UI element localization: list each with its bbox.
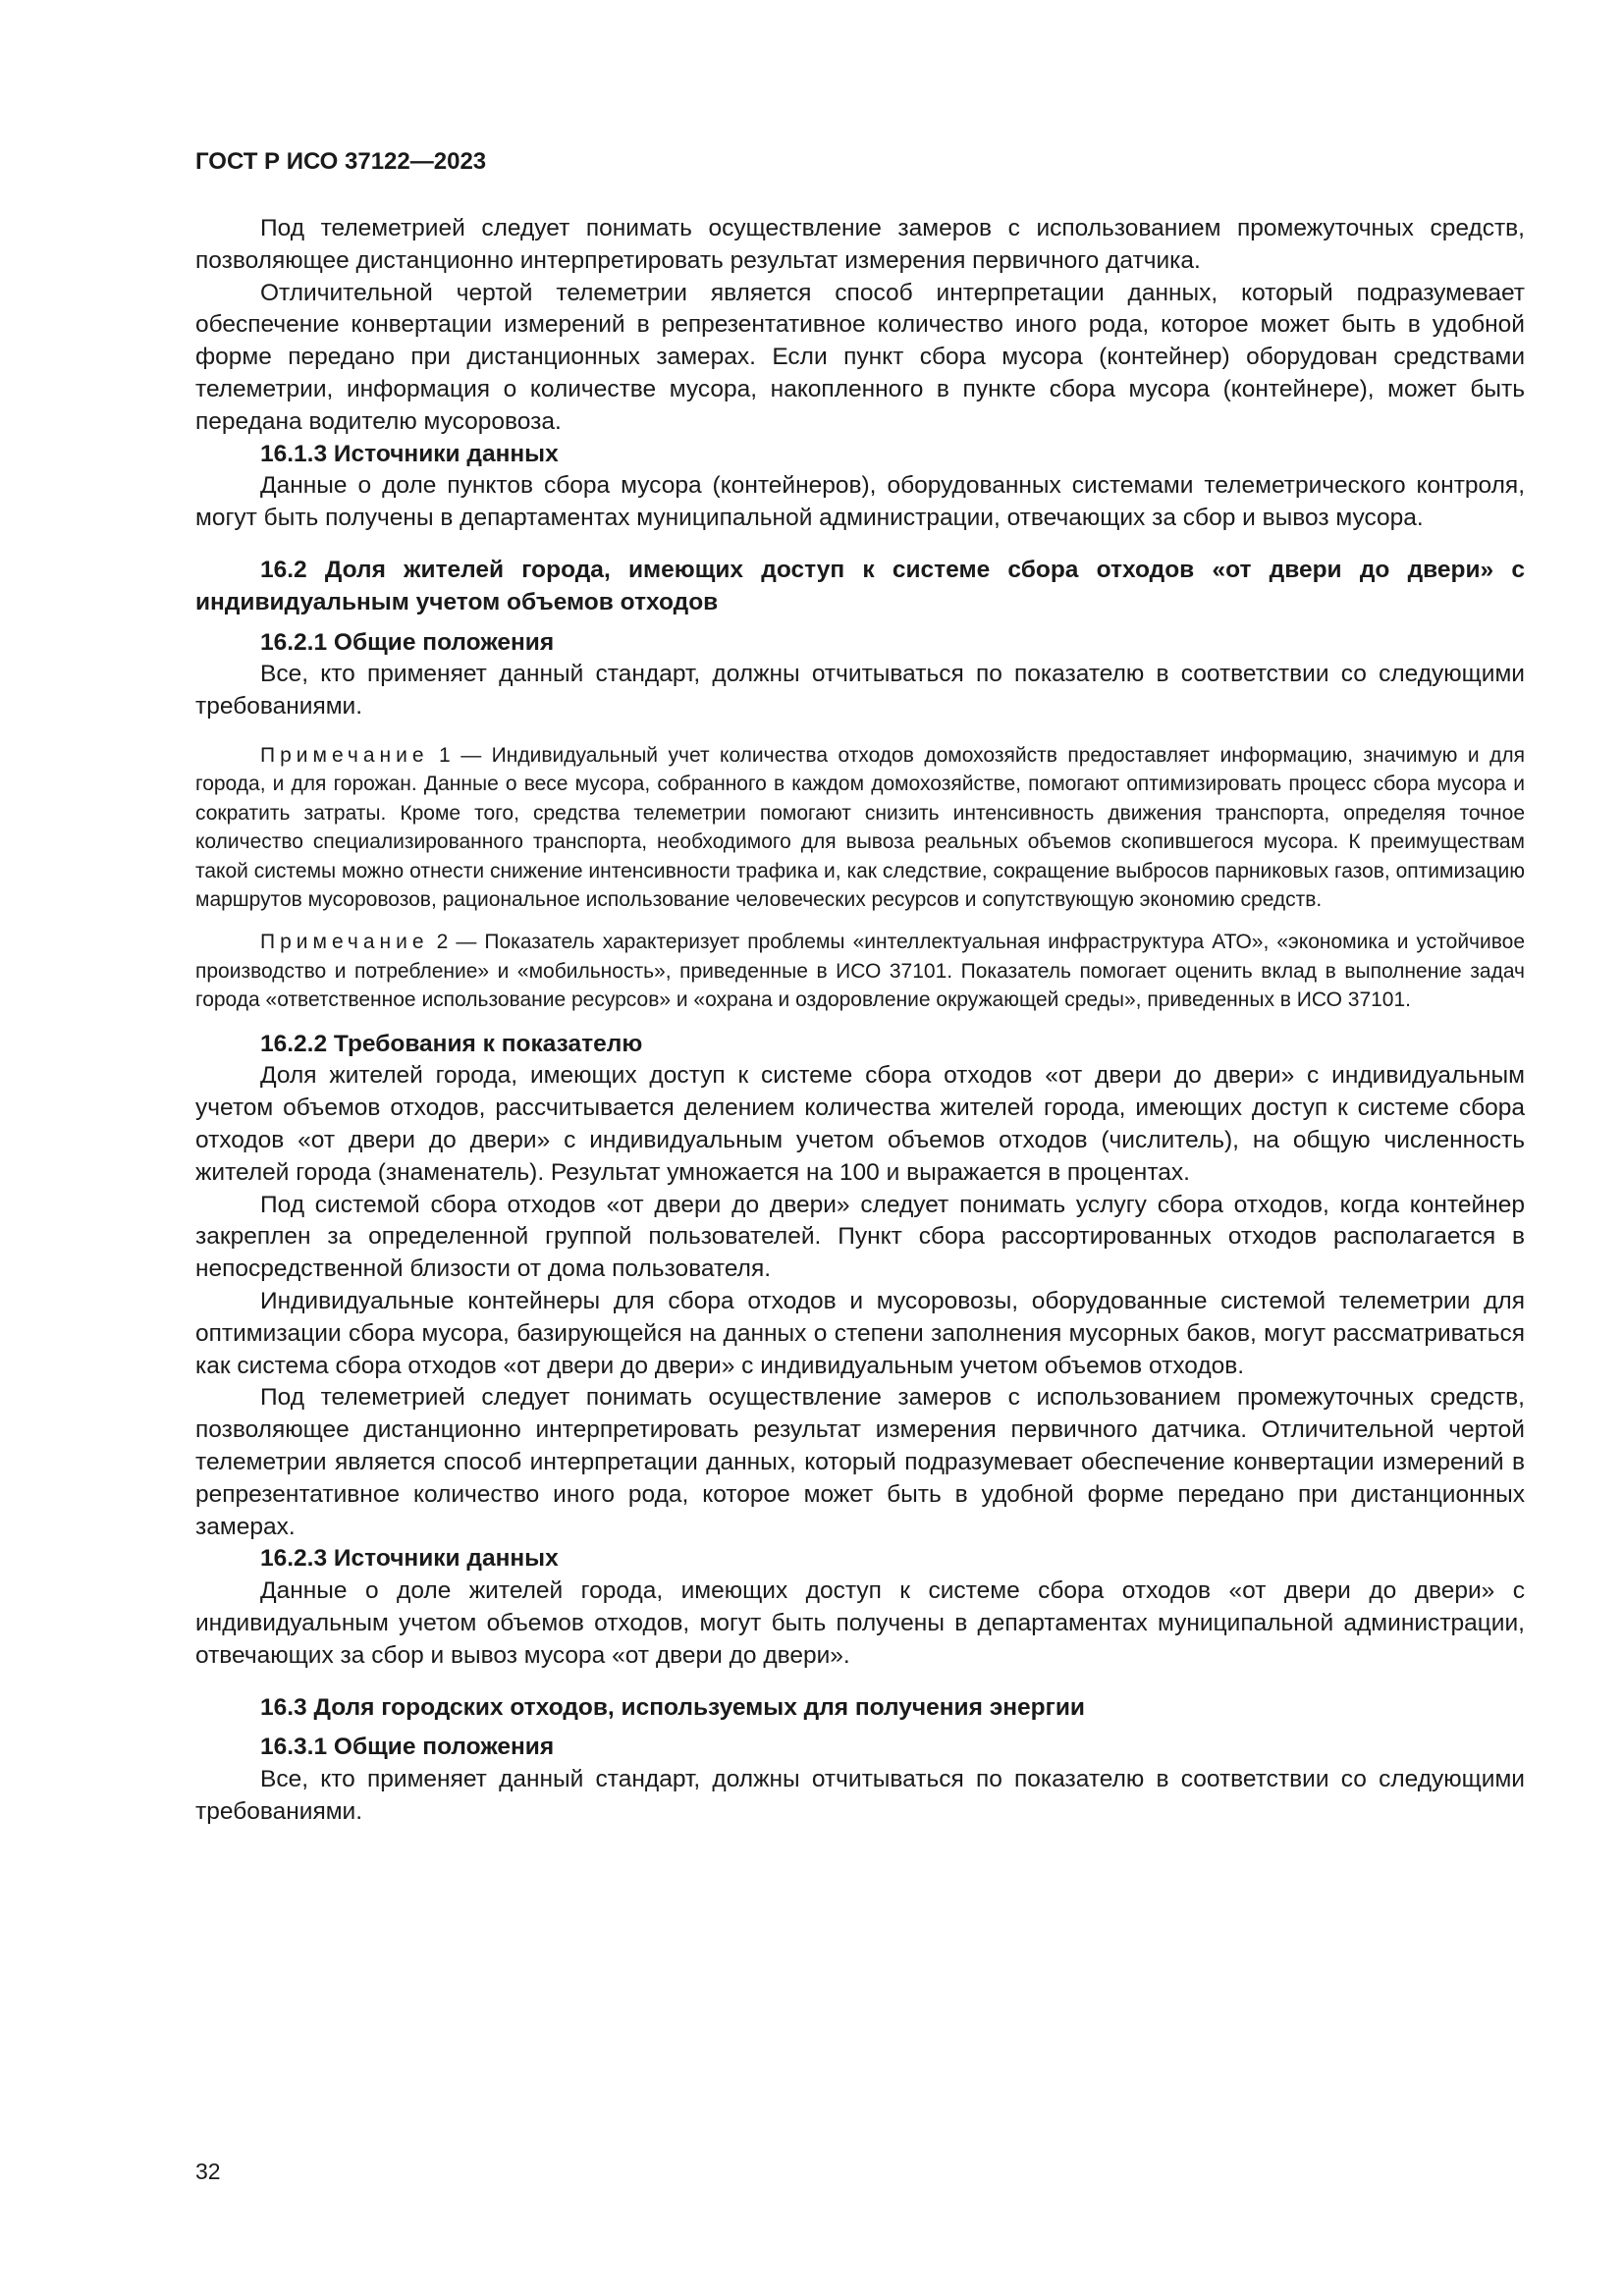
document-page — [195, 147, 1525, 1829]
paragraph: Индивидуальные контейнеры для сбора отходов и мусоровозы, оборудованные системой телеметрии для оптимизации сбора мусора, базирующейся на данных о степени заполнения мусорных баков, могут рассматриваться как система сбора отходов «от двери до двери» с индивидуальным учетом объемов отходов. — [195, 1287, 1525, 1379]
paragraph: Все, кто применяет данный стандарт, должны отчитываться по показателю в соответствии со следующими требованиями. — [195, 661, 1525, 721]
document-header: ГОСТ Р ИСО 37122—2023 — [195, 148, 487, 175]
subsection-heading: 16.2.2 Требования к показателю — [260, 1030, 643, 1057]
paragraph: Все, кто применяет данный стандарт, должны отчитываться по показателю в соответствии со следующими требованиями. — [195, 1766, 1525, 1825]
note-label: Примечание — [260, 743, 429, 767]
note — [195, 928, 1525, 1014]
paragraph: Под системой сбора отходов «от двери до двери» следует понимать услугу сбора отходов, когда контейнер закреплен за определенной группой пользователей. Пункт сбора рассортированных отходов располагается в непосредственной близости от дома пользователя. — [195, 1191, 1525, 1283]
paragraph: Под телеметрией следует понимать осуществление замеров с использованием промежуточных средств, позволяющее дистанционно интерпретировать результат измерения первичного датчика. — [195, 215, 1525, 274]
section-heading: 16.2 Доля жителей города, имеющих доступ к системе сбора отходов «от двери до двери» с индивидуальным учетом объемов отходов — [195, 556, 1525, 615]
section-heading: 16.3 Доля городских отходов, используемых для получения энергии — [260, 1693, 1085, 1721]
note-label: Примечание — [260, 931, 429, 954]
note-text: 1 — Индивидуальный учет количества отходов домохозяйств предоставляет информацию, значимую и для города, и для горожан. Данные о весе мусора, собранного в каждом домохозяйстве, помогают оптимизировать процесс сбора мусора и сократить затраты. Кроме того, средства телеметрии помогают снизить интенсивность движения транспорта, определяя точное количество специализированного транспорта, необходимого для вывоза реальных объемов скопившегося мусора. К преимуществам такой системы можно отнести снижение интенсивности трафика и, как следствие, сокращение выбросов парниковых газов, оптимизацию маршрутов мусоровозов, рациональное использование человеческих ресурсов и сопутствующую экономию средств. — [195, 743, 1525, 911]
subsection-heading: 16.2.3 Источники данных — [260, 1545, 559, 1573]
paragraph: Доля жителей города, имеющих доступ к системе сбора отходов «от двери до двери» с индивидуальным учетом объемов отходов, рассчитывается делением количества жителей города, имеющих доступ к системе сбора отходов «от двери до двери» с индивидуальным учетом объемов отходов (числитель), на общую численность жителей города (знаменатель). Результат умножается на 100 и выражается в процентах. — [195, 1062, 1525, 1186]
paragraph: Под телеметрией следует понимать осуществление замеров с использованием промежуточных средств, позволяющее дистанционно интерпретировать результат измерения первичного датчика. Отличительной чертой телеметрии является способ интерпретации данных, который подразумевает обеспечение конвертации измерений в репрезентативное количество иного рода, которое может быть в удобной форме передано при дистанционных замерах. — [195, 1384, 1525, 1540]
subsection-heading: 16.2.1 Общие положения — [260, 628, 555, 656]
note — [195, 741, 1525, 914]
subsection-heading: 16.1.3 Источники данных — [260, 440, 559, 467]
paragraph: Отличительной чертой телеметрии является способ интерпретации данных, который подразумевает обеспечение конвертации измерений в репрезентативное количество иного рода, которое может быть в удобной форме передано при дистанционных замерах. Если пункт сбора мусора (контейнер) оборудован средствами телеметрии, информация о количестве мусора, накопленного в пункте сбора мусора (контейнере), может быть передана водителю мусоровоза. — [195, 279, 1525, 435]
note-text: 2 — Показатель характеризует проблемы «интеллектуальная инфраструктура АТО», «экономика и устойчивое производство и потребление» и «мобильность», приведенные в ИСО 37101. Показатель помогает оценить вклад в выполнение задач города «ответственное использование ресурсов» и «охрана и оздоровление окружающей среды», приведенных в ИСО 37101. — [195, 931, 1525, 1012]
page-number: 32 — [195, 2159, 221, 2184]
paragraph: Данные о доле жителей города, имеющих доступ к системе сбора отходов «от двери до двери» с индивидуальным учетом объемов отходов, могут быть получены в департаментах муниципальной администрации, отвечающих за сбор и вывоз мусора «от двери до двери». — [195, 1577, 1525, 1669]
paragraph: Данные о доле пунктов сбора мусора (контейнеров), оборудованных системами телеметрического контроля, могут быть получены в департаментах муниципальной администрации, отвечающих за сбор и вывоз мусора. — [195, 472, 1525, 532]
subsection-heading: 16.3.1 Общие положения — [260, 1734, 555, 1761]
